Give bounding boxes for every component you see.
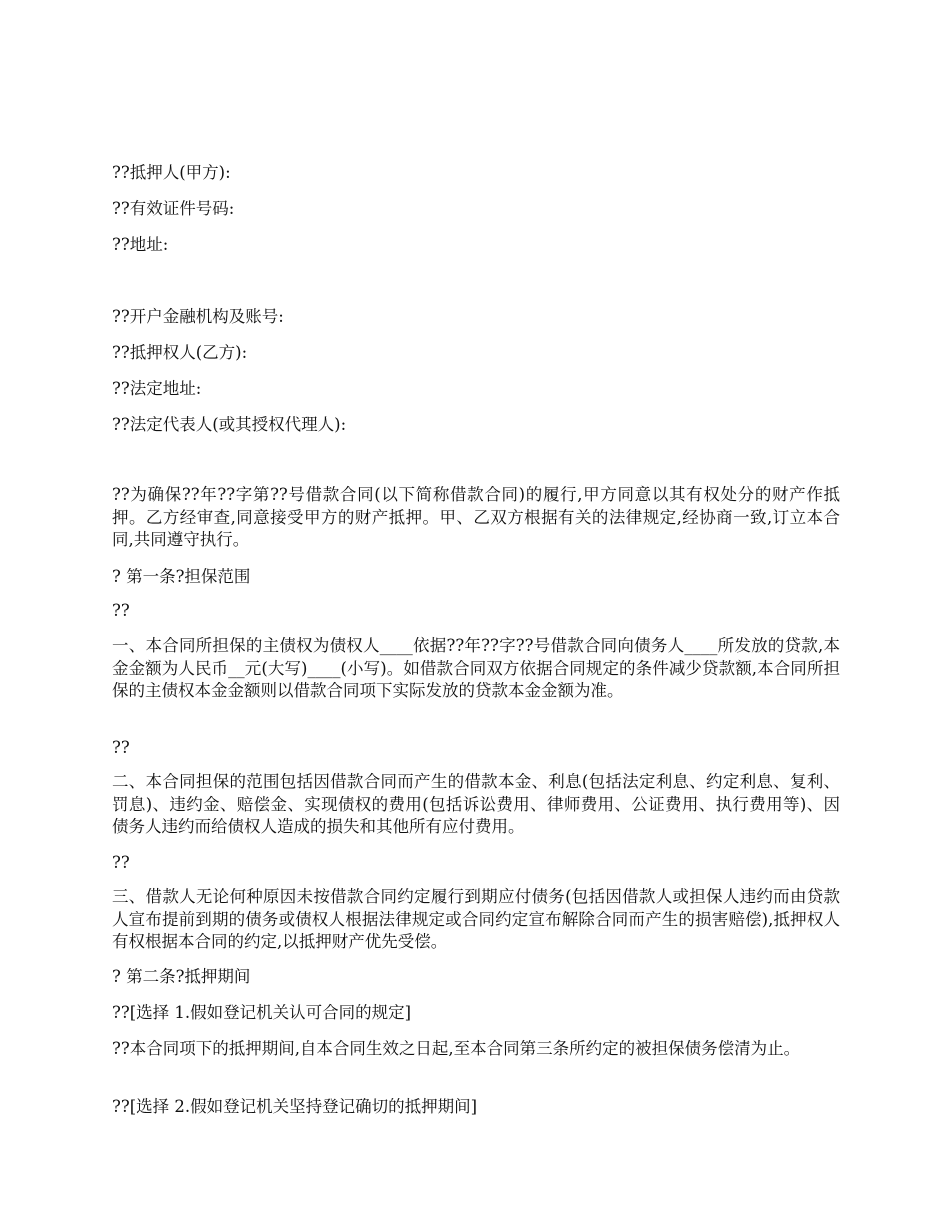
article1-clause1: 一、本合同所担保的主债权为债权人____依据??年??字??号借款合同向债务人____所发放的贷款,本金金额为人民币__元(大写)____(小写)。如借款合同双方依据合同规定的条件减少贷款额,本合同所担保的主债权本金金额则以借款合同项下实际发放的贷款本金金额为准。: [112, 636, 840, 700]
id-number-label: ??有效证件号码:: [112, 199, 235, 218]
legal-address-label: ??法定地址:: [112, 379, 202, 398]
legal-rep-label: ??法定代表人(或其授权代理人):: [112, 415, 347, 434]
article2-title: ? 第二条?抵押期间: [112, 967, 251, 986]
preamble-paragraph: ??为确保??年??字第??号借款合同(以下简称借款合同)的履行,甲方同意以其有权处分的财产作抵押。乙方经审查,同意接受甲方的财产抵押。甲、乙双方根据有关的法律规定,经协商一致,订立本合同,共同遵守执行。: [112, 485, 840, 549]
article1-title: ? 第一条?担保范围: [112, 567, 251, 586]
bank-account-label: ??开户金融机构及账号:: [112, 307, 284, 326]
spacer-line: ??: [112, 601, 130, 620]
article1-clause2: 二、本合同担保的范围包括因借款合同而产生的借款本金、利息(包括法定利息、约定利息、复利、罚息)、违约金、赔偿金、实现债权的费用(包括诉讼费用、律师费用、公证费用、执行费用等)、因债务人违约而给债权人造成的损失和其他所有应付费用。: [112, 772, 840, 836]
spacer-line: ??: [112, 853, 130, 872]
mortgagee-label: ??抵押权人(乙方):: [112, 343, 248, 362]
article1-clause3: 三、借款人无论何种原因未按借款合同约定履行到期应付债务(包括因借款人或担保人违约而由贷款人宣布提前到期的债务或债权人根据法律规定或合同约定宣布解除合同而产生的损害赔偿),抵押权人有权根据本合同的约定,以抵押财产优先受偿。: [112, 887, 840, 951]
spacer-line: ??: [112, 738, 130, 757]
article2-option1: ??[选择 1.假如登记机关认可合同的规定]: [112, 1003, 412, 1022]
address-label: ??地址:: [112, 235, 169, 254]
mortgagor-label: ??抵押人(甲方):: [112, 163, 231, 182]
article2-option2: ??[选择 2.假如登记机关坚持登记确切的抵押期间]: [112, 1097, 478, 1116]
article2-option1-text: ??本合同项下的抵押期间,自本合同生效之日起,至本合同第三条所约定的被担保债务偿清为止。: [112, 1039, 801, 1058]
